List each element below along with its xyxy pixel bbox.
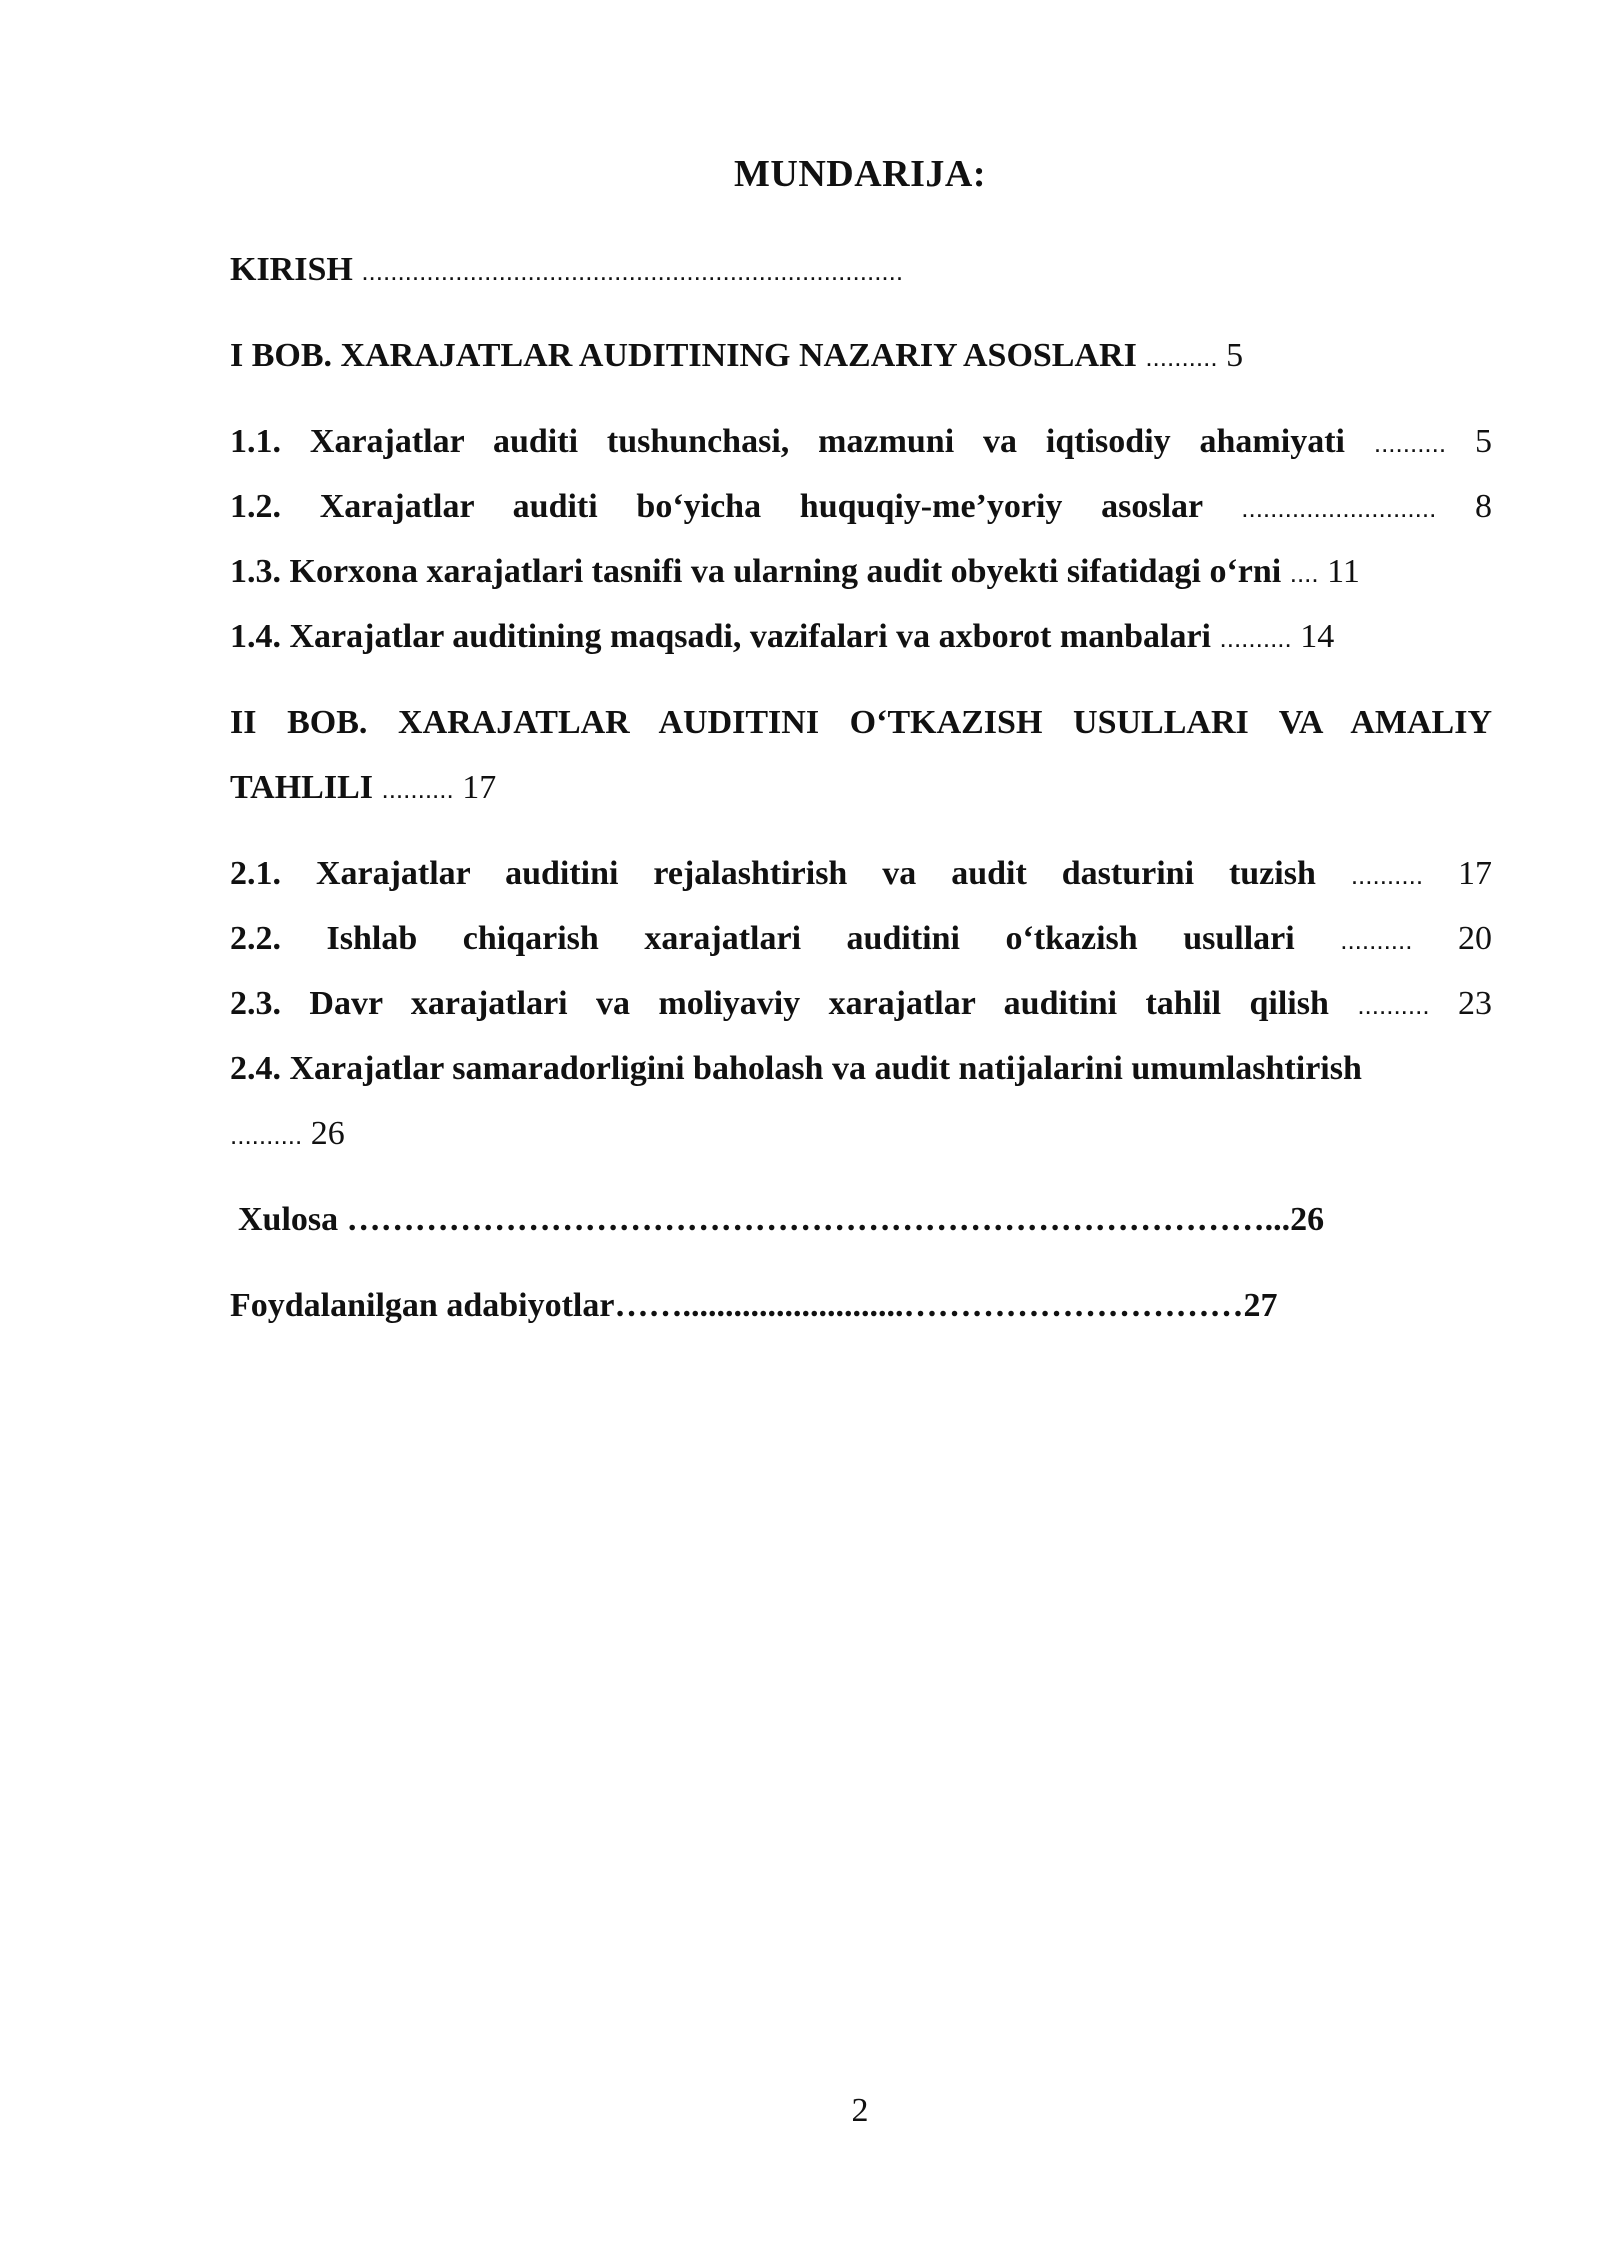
- toc-entry-label: 1.1. Xarajatlar auditi tushunchasi, mazmuni va iqtisodiy ahamiyati: [230, 423, 1345, 460]
- toc-entry-section-2-1[interactable]: [230, 854, 1492, 895]
- toc-entry-section-1-2[interactable]: [230, 487, 1492, 528]
- toc-entry-label: TAHLILI: [230, 769, 373, 806]
- toc-entry-chapter-2-continued[interactable]: [230, 768, 496, 809]
- toc-page-number: 14: [1300, 618, 1335, 655]
- toc-leader-dots: ...........................................................................: [361, 256, 904, 286]
- toc-entry-kirish[interactable]: [230, 250, 903, 291]
- toc-entry-chapter-1[interactable]: [230, 336, 1243, 377]
- toc-entry-adabiyotlar[interactable]: [230, 1286, 1277, 1326]
- toc-entry-label: II BOB. XARAJATLAR AUDITINI O‘TKAZISH USULLARI VA AMALIY: [230, 704, 1492, 741]
- toc-page-number: 27: [1243, 1287, 1278, 1324]
- toc-page-number: 20: [1458, 920, 1493, 957]
- toc-entry-label: 2.3. Davr xarajatlari va moliyaviy xarajatlar auditini tahlil qilish: [230, 985, 1329, 1022]
- toc-page-number: 5: [1475, 423, 1492, 460]
- toc-entry-section-2-4[interactable]: [230, 1049, 1362, 1089]
- toc-leader-dots: ..........: [1373, 428, 1447, 458]
- toc-entry-label: Xulosa: [238, 1201, 339, 1238]
- toc-leader-dots: ..........: [1145, 342, 1218, 372]
- toc-entry-label: KIRISH: [230, 251, 353, 288]
- toc-entry-xulosa[interactable]: [238, 1200, 1324, 1240]
- toc-entry-label: 2.4. Xarajatlar samaradorligini baholash va audit natijalarini umumlashtirish: [230, 1050, 1362, 1087]
- toc-entry-section-2-4-continued[interactable]: [230, 1114, 345, 1155]
- toc-entry-section-2-3[interactable]: [230, 984, 1492, 1025]
- toc-entry-label: 1.4. Xarajatlar auditining maqsadi, vazifalari va axborot manbalari: [230, 618, 1212, 655]
- toc-entry-section-1-3[interactable]: [230, 552, 1360, 593]
- toc-page-number: 23: [1458, 985, 1493, 1022]
- toc-page-number: 11: [1327, 553, 1360, 590]
- toc-leader-dots: ..........: [1340, 925, 1413, 955]
- toc-page-number: 5: [1226, 337, 1244, 374]
- toc-entry-label: I BOB. XARAJATLAR AUDITINING NAZARIY ASOSLARI: [230, 337, 1137, 374]
- toc-leader-dots: ....: [1289, 558, 1319, 588]
- toc-leader-dots: ………………………………………………………………………...: [346, 1201, 1291, 1238]
- toc-leader-dots: ..........: [1357, 990, 1430, 1020]
- toc-entry-chapter-2[interactable]: [230, 703, 1492, 743]
- toc-page-number: 8: [1475, 488, 1493, 525]
- toc-entry-section-1-1[interactable]: [230, 422, 1492, 463]
- toc-entry-label: 2.1. Xarajatlar auditini rejalashtirish va audit dasturini tuzish: [230, 855, 1316, 892]
- toc-entry-label: Foydalanilgan adabiyotlar: [230, 1287, 615, 1324]
- toc-entry-label: 2.2. Ishlab chiqarish xarajatlari auditini o‘tkazish usullari: [230, 920, 1295, 957]
- toc-page-number: 26: [1290, 1201, 1325, 1238]
- toc-page-number: 17: [462, 769, 497, 806]
- toc-entry-label: 1.3. Korxona xarajatlari tasnifi va ularning audit obyekti sifatidagi o‘rni: [230, 553, 1282, 590]
- toc-entry-section-1-4[interactable]: [230, 617, 1334, 658]
- toc-leader-dots: ……..........................…………………………: [614, 1287, 1244, 1324]
- toc-leader-dots: ...........................: [1241, 493, 1437, 523]
- toc-page-number: 26: [310, 1115, 345, 1152]
- page-number: 2: [851, 2092, 869, 2129]
- toc-leader-dots: ..........: [381, 774, 454, 804]
- toc-leader-dots: ..........: [230, 1120, 303, 1150]
- toc-entry-label: 1.2. Xarajatlar auditi bo‘yicha huquqiy-me’yoriy asoslar: [230, 488, 1203, 525]
- toc-leader-dots: ..........: [1219, 623, 1292, 653]
- toc-leader-dots: ..........: [1350, 860, 1424, 890]
- toc-title: MUNDARIJA:: [734, 153, 986, 195]
- toc-page-number: 17: [1458, 855, 1493, 892]
- toc-entry-section-2-2[interactable]: [230, 919, 1492, 960]
